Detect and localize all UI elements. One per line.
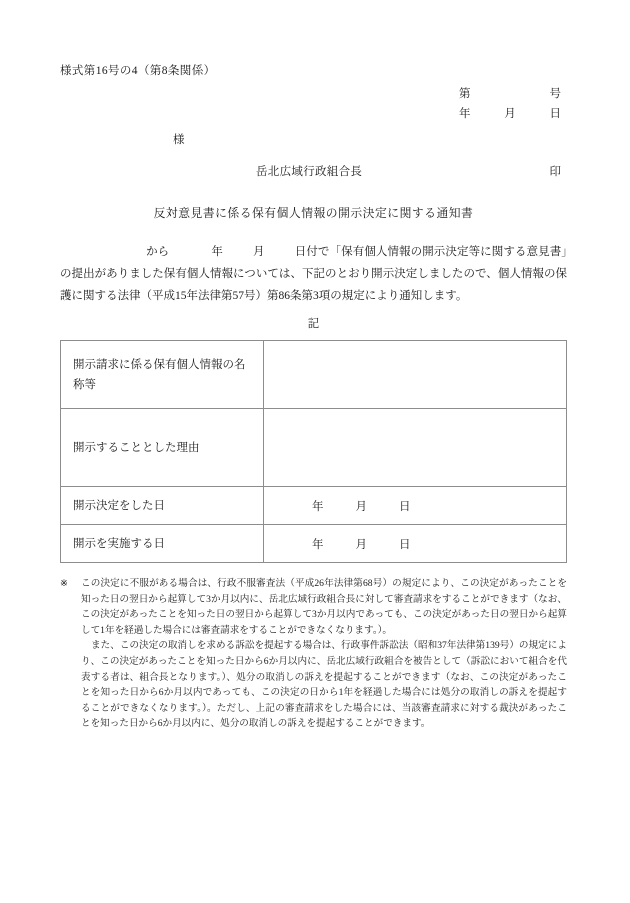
document-date-day: 日 xyxy=(549,108,561,120)
document-date-month: 月 xyxy=(504,108,516,120)
page-title: 反対意見書に係る保有個人情報の開示決定に関する通知書 xyxy=(153,206,474,220)
footnote-mark-icon: ※ xyxy=(60,578,69,589)
footnote-paragraph-2 xyxy=(60,638,567,732)
implementation-date-year: 年 xyxy=(312,538,324,551)
implementation-date-fields xyxy=(276,536,411,552)
row-value-implementation-date[interactable] xyxy=(264,525,567,563)
body-from-label: から xyxy=(146,246,170,258)
document-date-year: 年 xyxy=(459,108,471,120)
table-row xyxy=(61,341,567,409)
row-label-disclosure-reason: 開示することとした理由 xyxy=(61,409,264,487)
row-label-implementation-date: 開示を実施する日 xyxy=(61,525,264,563)
form-number: 様式第16号の4（第8条関係） xyxy=(60,65,216,77)
row-value-information-name[interactable] xyxy=(264,341,567,409)
footnote-text-2: また、この決定の取消しを求める訴訟を提起する場合は、行政事件訴訟法（昭和37年法律第139号）の規定により、この決定があったことを知った日から6か月以内に、岳北広域行政組合を被告として（訴訟において組合を代表する者は、組合長となります。）、処分の取消しの訴えを提起することができます（なお、この決定があったことを知った日から6か月以内であっても、この決定の日から1年を経過した場合には処分の取消しの訴えを提起することができなくなります。）。ただし、上記の審査請求をした場合には、当該審査請求に対する裁決があったことを知った日から6か月以内に、処分の取消しの訴えを提起することができます。 xyxy=(81,640,567,730)
decision-date-fields xyxy=(276,498,411,514)
footnote-paragraph-1 xyxy=(60,576,567,638)
document-number-unit: 号 xyxy=(549,88,561,100)
footnote-text-1: この決定に不服がある場合は、行政不服審査法（平成26年法律第68号）の規定により、この決定があったことを知った日の翌日から起算して3か月以内に、岳北広域行政組合長に対して審査請求をすることができます（なお、この決定があったことを知った日の翌日から起算して3か月以内であっても、この決定があった日の翌日から起算して1年を経過した場合には審査請求をすることができなくなります。）。 xyxy=(81,578,567,636)
disclosure-info-table xyxy=(60,340,567,563)
document-number-prefix: 第 xyxy=(459,88,471,100)
table-row xyxy=(61,409,567,487)
footnote-section xyxy=(60,576,567,732)
ki-mark: 記 xyxy=(307,318,320,330)
body-main-text: 日付で「保有個人情報の開示決定等に関する意見書」の提出がありました保有個人情報については、下記のとおり開示決定しましたので、個人情報の保護に関する法律（平成15年法律第57号）第86条第3項の規定により通知します。 xyxy=(60,246,568,302)
row-value-disclosure-reason[interactable] xyxy=(264,409,567,487)
addressee-honorific: 様 xyxy=(173,134,185,146)
table-row xyxy=(61,487,567,525)
body-year-label: 年 xyxy=(211,246,223,258)
implementation-date-day: 日 xyxy=(399,538,411,551)
document-date-line xyxy=(437,104,567,124)
decision-date-day: 日 xyxy=(399,500,411,513)
decision-date-year: 年 xyxy=(312,500,324,513)
table-row xyxy=(61,525,567,563)
row-label-decision-date: 開示決定をした日 xyxy=(61,487,264,525)
issuer-row xyxy=(60,163,567,179)
body-paragraph xyxy=(60,241,567,307)
body-month-label: 月 xyxy=(252,246,265,258)
document-number-block xyxy=(437,84,567,124)
document-number-line xyxy=(437,84,567,104)
row-value-decision-date[interactable] xyxy=(264,487,567,525)
issuer-name: 岳北広域行政組合長 xyxy=(256,166,363,178)
row-label-information-name: 開示請求に係る保有個人情報の名称等 xyxy=(61,341,264,409)
seal-mark: 印 xyxy=(549,166,561,178)
implementation-date-month: 月 xyxy=(355,538,367,551)
decision-date-month: 月 xyxy=(355,500,367,513)
